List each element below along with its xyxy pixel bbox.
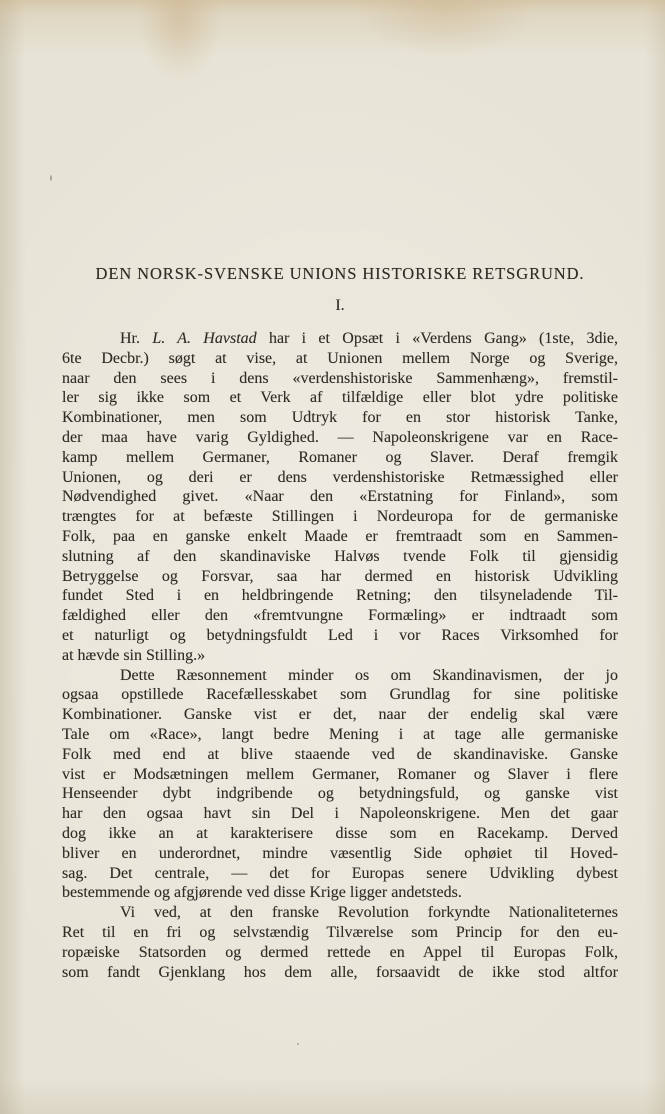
text-line: sag. Det centrale, — det for Europas senere Udvikling dybest: [62, 864, 618, 882]
page-body: [62, 329, 618, 982]
text-line: Betryggelse og Forsvar, saa har dermed en historisk Udvikling: [62, 567, 618, 585]
text-line: kamp mellem Germaner, Romaner og Slaver. Deraf fremgik: [62, 448, 618, 466]
text-line: Dette Ræsonnement minder os om Skandinavismen, der jo: [120, 666, 618, 684]
text-line: fundet Sted i en heldbringende Retning; den tilsyneladende Til-: [62, 587, 618, 605]
text-line: Ret til en fri og selvstændig Tilværelse som Princip for den eu-: [62, 923, 618, 941]
text-line: ropæiske Statsorden og dermed rettede en Appel til Europas Folk,: [62, 943, 618, 961]
text-line: dog ikke an at karakterisere disse som en Racekamp. Derved: [62, 824, 618, 842]
text-line: Folk med end at blive staaende ved de skandinaviske. Ganske: [62, 745, 618, 763]
text-line: Vi ved, at den franske Revolution forkyndte Nationaliteternes: [120, 904, 618, 922]
text-line: at hævde sin Stilling.»: [62, 646, 206, 664]
text-line: bestemmende og afgjørende ved disse Krige ligger andetsteds.: [62, 884, 462, 902]
text-line: Kombinationer. Ganske vist er det, naar der endelig skal være: [62, 706, 618, 724]
text-line: 6te Decbr.) søgt at vise, at Unionen mellem Norge og Sverige,: [62, 349, 618, 367]
paragraph: [62, 903, 618, 982]
paper-speck: [297, 1043, 299, 1045]
text-line: Hr. L. A. Havstad har i et Opsæt i «Verdens Gang» (1ste, 3die,: [120, 330, 619, 347]
text-line: Nødvendighed givet. «Naar den «Erstatning for Finland», som: [62, 488, 618, 506]
text-line: naar den sees i dens «verdenshistoriske Sammenhæng», fremstil-: [62, 369, 618, 387]
paragraph: [62, 666, 618, 904]
text-line: der maa have varig Gyldighed. — Napoleonskrigene var en Race-: [62, 428, 618, 446]
section-number: I.: [335, 297, 345, 314]
text-line: Unionen, og deri er dens verdenshistoriske Retmæssighed eller: [62, 468, 618, 486]
text-line: ler sig ikke som et Verk af tilfældige eller blot ydre politiske: [62, 389, 618, 407]
text-line: bliver en underordnet, mindre væsentlig Side ophøiet til Hoved-: [62, 844, 618, 862]
text-line: Tale om «Race», langt bedre Mening i at tage alle germaniske: [62, 725, 618, 743]
text-line: vist er Modsætningen mellem Germaner, Romaner og Slaver i flere: [62, 765, 618, 783]
text-line: Folk, paa en ganske enkelt Maade er fremtraadt som en Sammen-: [62, 527, 618, 545]
text-line: slutning af den skandinaviske Halvøs tvende Folk til gjensidig: [62, 547, 618, 565]
text-line: Kombinationer, men som Udtryk for en stor historisk Tanke,: [62, 409, 618, 427]
italic-text: L. A. Havstad: [152, 330, 257, 347]
text-line: ogsaa opstillede Racefællesskabet som Grundlag for sine politiske: [62, 686, 618, 704]
text-line: har den ogsaa havt sin Del i Napoleonskrigene. Men det gaar: [62, 805, 618, 823]
paper-speck: [50, 175, 52, 181]
text-line: Henseender dybt indgribende og betydningsfuld, og ganske vist: [62, 785, 618, 803]
text-line: som fandt Gjenklang hos dem alle, forsaavidt de ikke stod altfor: [62, 963, 618, 981]
text-line: trængtes for at befæste Stillingen i Nordeuropa for de germaniske: [62, 508, 618, 526]
paragraph: [62, 329, 618, 666]
page-title: DEN NORSK-SVENSKE UNIONS HISTORISKE RETSGRUND.: [95, 264, 585, 283]
text-line: et naturligt og betydningsfuldt Led i vor Races Virksomhed for: [62, 626, 618, 644]
text-line: fældighed eller den «fremtvungne Formæling» er indtraadt som: [62, 607, 618, 625]
